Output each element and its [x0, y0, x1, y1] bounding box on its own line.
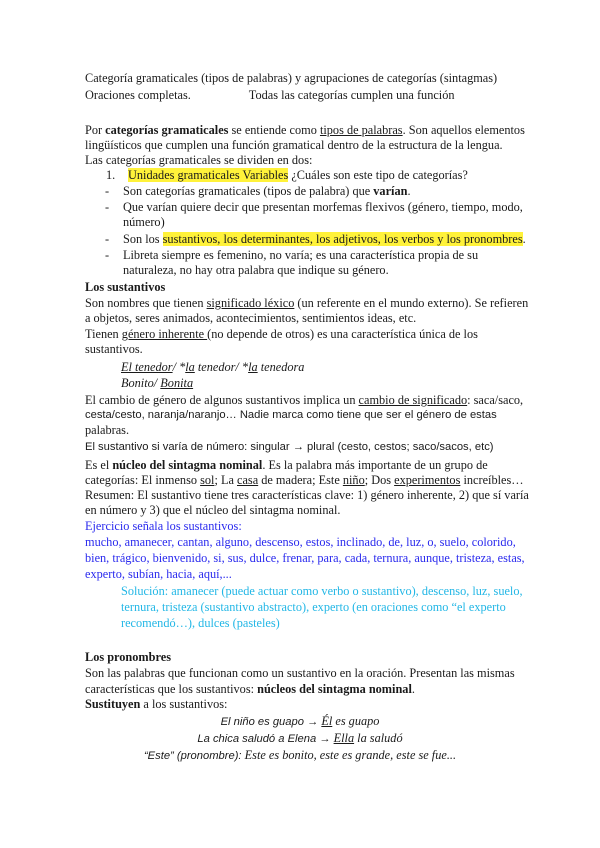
list-dash: - — [105, 248, 110, 262]
ex1-tenedora: tenedora — [257, 360, 305, 374]
sust-line-11: Resumen: El sustantivo tiene tres características clave: 1) género inherente, 2) que sí varía — [85, 488, 529, 502]
sust-l10-experimentos: experimentos — [394, 473, 461, 487]
pron-e2-ella: Ella — [333, 731, 355, 745]
sust-line-12: en número y 3) que el núcleo del sintagma nominal. — [85, 503, 341, 517]
ex1-el-tenedor: El tenedor — [121, 360, 173, 374]
sust-l1-post: (un referente en el mundo externo). Se refieren — [294, 296, 529, 310]
sust-line-3 — [85, 327, 478, 342]
sust-example-1 — [121, 360, 304, 375]
list-item-3 — [85, 200, 523, 215]
sust-line-9 — [85, 458, 488, 473]
sust-line-1 — [85, 296, 528, 311]
list-item-4-post: . — [522, 232, 526, 246]
sust-line-8: El sustantivo si varía de número: singular → plural (cesto, cestos; saco/sacos, etc) — [85, 441, 494, 453]
sust-line-2: a objetos, seres animados, acontecimientos, sentimientos ideas, etc. — [85, 311, 417, 325]
exercise-words-2: bien, trágico, bienvenido, si, sus, dulce, frenar, para, cada, ternura, aunque, tristeza, estas, — [85, 551, 525, 565]
sust-line-4: sustantivos. — [85, 342, 143, 356]
ex2-bonita: Bonita — [160, 376, 194, 390]
sust-l5-post: : saca/saco, — [467, 393, 524, 407]
intro-p1-bold: categorías gramaticales — [105, 123, 229, 137]
pron-line-1: Son las palabras que funcionan como un sustantivo en la oración. Presentan las mismas — [85, 666, 515, 680]
intro-line-1 — [85, 123, 525, 138]
sust-line-10 — [85, 473, 524, 488]
ex1-sep1: / * — [172, 360, 186, 374]
intro-p1-post: . Son aquellos elementos — [402, 123, 525, 137]
ex1-tenedor: tenedor/ * — [194, 360, 249, 374]
pron-example-1 — [85, 714, 515, 730]
list-item-2 — [85, 184, 411, 199]
section-heading-sustantivos: Los sustantivos — [85, 280, 166, 294]
list-item-2-pre: Son categorías gramaticales (tipos de palabra) que — [123, 184, 374, 198]
intro-p1-mid: se entiende como — [228, 123, 320, 137]
sust-l10-casa: casa — [237, 473, 259, 487]
sust-l9-bold: núcleo del sintagma nominal — [112, 458, 263, 472]
intro-p1-pre: Por — [85, 123, 106, 137]
sust-l5-underline: cambio de significado — [358, 393, 468, 407]
list-item-1-highlight: Unidades gramaticales Variables — [128, 168, 289, 182]
sust-line-6: cesta/cesto, naranja/naranjo… Nadie marca como tiene que ser el género de estas — [85, 409, 497, 421]
list-item-3-line-a: Que varían quiere decir que presentan morfemas flexivos (género, tiempo, modo, — [123, 200, 523, 214]
sust-l10-pre: categorías: El inmenso — [85, 473, 201, 487]
sust-line-7: palabras. — [85, 423, 130, 437]
sust-l10-nino: niño — [342, 473, 365, 487]
ex2-sep: / — [153, 376, 161, 390]
sust-l10-post: increíbles… — [460, 473, 524, 487]
pron-l2-bold: núcleos del sintagma nominal — [257, 682, 412, 696]
intro-line-2: lingüísticos que cumplen una función gramatical dentro de la estructura de la lengua. — [85, 138, 503, 152]
list-item-5-cont: naturaleza, no hay otra palabra que indique su género. — [123, 263, 389, 277]
solution-line-2: ternura, tristeza (sustantivo abstracto), experto (en oraciones como “el experto — [121, 600, 506, 614]
solution-line-1: Solución: amanecer (puede actuar como verbo o sustantivo), descenso, luz, suelo, — [121, 584, 523, 598]
list-dash: - — [105, 200, 110, 214]
pron-e2-pre: La chica saludó a Elena → — [197, 733, 334, 745]
ex2-bonito: Bonito — [121, 376, 154, 390]
pron-e2-post: la saludó — [354, 731, 403, 745]
header-line-2a: Oraciones completas. — [85, 88, 191, 102]
sust-l9-pre: Es el — [85, 458, 113, 472]
pron-e3-post: Este es bonito, este es grande, este se fue... — [244, 748, 457, 762]
sust-line-5 — [85, 393, 523, 408]
sust-l9-post: . Es la palabra más importante de un grupo de — [262, 458, 488, 472]
exercise-title: Ejercicio señala los sustantivos: — [85, 519, 242, 533]
header-line-2 — [85, 88, 455, 103]
sust-l3-pre: Tienen — [85, 327, 122, 341]
list-item-2-post: . — [407, 184, 411, 198]
solution-line-3: recomendó…), dulces (pasteles) — [121, 616, 280, 630]
intro-p1-underline: tipos de palabras — [319, 123, 403, 137]
list-item-4-pre: Son los — [123, 232, 163, 246]
list-item-4 — [85, 232, 526, 247]
sust-l10-sol: sol — [200, 473, 215, 487]
pron-example-2 — [85, 731, 515, 747]
pron-e3-pre: “Este” (pronombre): — [143, 750, 245, 762]
sust-example-2 — [121, 376, 193, 391]
sust-l3-underline: género inherente — [121, 327, 208, 341]
pron-e1-post: es guapo — [332, 714, 380, 728]
exercise-words-3: experto, subían, hacia, aquí,... — [85, 567, 232, 581]
list-item-5-line-a: Libreta siempre es femenino, no varía; es una característica propia de su — [123, 248, 479, 262]
list-item-1 — [106, 168, 468, 183]
pron-l2-post: . — [411, 682, 415, 696]
pron-e1-el: Él — [321, 714, 333, 728]
list-dash: - — [105, 232, 110, 246]
list-dash: - — [105, 184, 110, 198]
sust-l1-pre: Son nombres que tienen — [85, 296, 207, 310]
header-line-1: Categoría gramaticales (tipos de palabras) y agrupaciones de categorías (sintagmas) — [85, 71, 498, 85]
exercise-words-1: mucho, amanecer, cantan, alguno, descenso, estos, inclinado, de, luz, o, suelo, colorido, — [85, 535, 516, 549]
sust-l3-post: (no depende de otros) es una característica única de los — [207, 327, 478, 341]
pron-l3-bold: Sustituyen — [85, 697, 141, 711]
ex1-la-2: la — [248, 360, 258, 374]
list-item-4-highlight: sustantivos, los determinantes, los adjetivos, los verbos y los pronombres — [162, 232, 523, 246]
header-line-2b: Todas las categorías cumplen una función — [248, 88, 455, 102]
sust-l10-mid1: ; La — [214, 473, 237, 487]
pron-line-2 — [85, 682, 415, 697]
sust-l1-underline: significado léxico — [206, 296, 295, 310]
pron-l3-post: a los sustantivos: — [140, 697, 228, 711]
sust-l5-pre: El cambio de género de algunos sustantivos implica un — [85, 393, 359, 407]
list-item-3-cont: número) — [123, 215, 165, 229]
pron-e1-pre: El niño es guapo → — [220, 716, 322, 728]
sust-l10-mid2: de madera; Este — [258, 473, 343, 487]
sust-l10-mid3: ; Dos — [364, 473, 395, 487]
list-number: 1. — [106, 168, 116, 182]
pron-example-3 — [85, 748, 515, 764]
list-item-5 — [85, 248, 478, 263]
section-heading-pronombres: Los pronombres — [85, 650, 171, 664]
ex1-la-1: la — [185, 360, 195, 374]
pron-line-3 — [85, 697, 227, 712]
pron-l2-pre: características que los sustantivos: — [85, 682, 258, 696]
list-item-1-rest: ¿Cuáles son este tipo de categorías? — [288, 168, 468, 182]
intro-line-3: Las categorías gramaticales se dividen en dos: — [85, 153, 313, 167]
list-item-2-bold: varían — [373, 184, 408, 198]
